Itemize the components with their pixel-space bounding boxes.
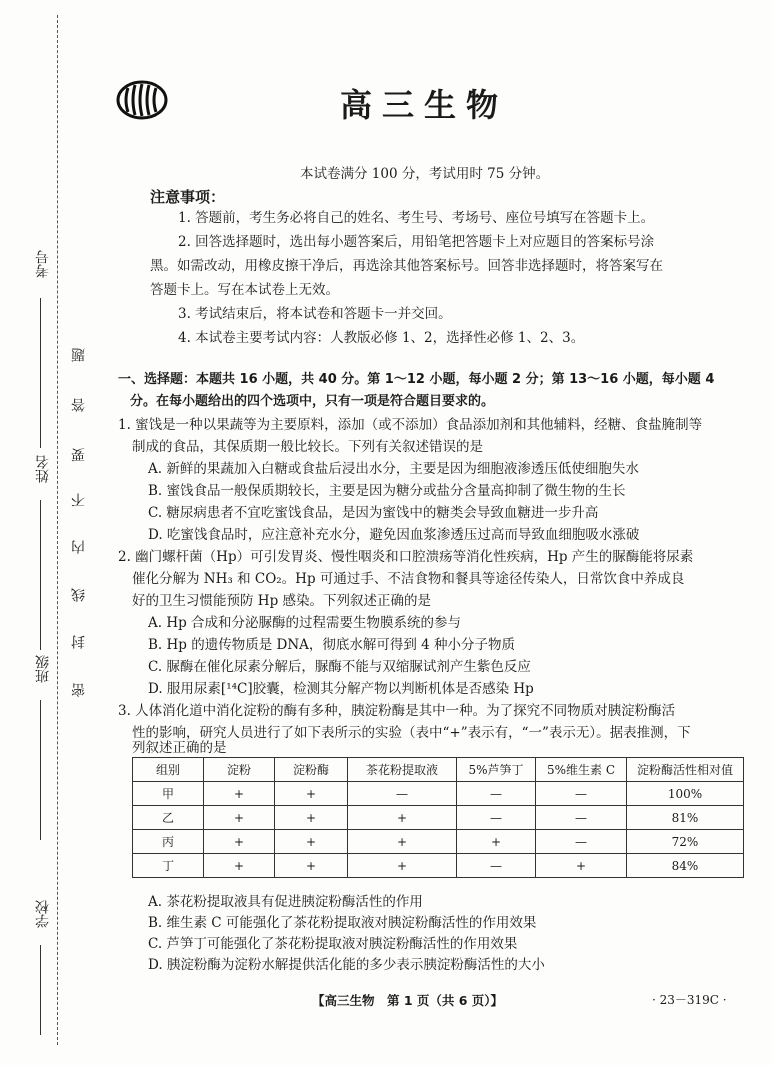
seal-char: 封 [71, 635, 87, 649]
question-2-stem-cont: 催化分解为 NH₃ 和 CO₂。Hp 可通过手、不洁食物和餐具等途径传染人，日常饮食中养成良 [132, 571, 685, 587]
page-footer: 【高三生物 第 1 页（共 6 页）】 [312, 993, 504, 1008]
question-3-stem-cont: 列叙述正确的是 [132, 740, 227, 756]
name-label: 姓名 [35, 455, 51, 483]
notice-item: 2. 回答选择题时，选出每小题答案后，用铅笔把答题卡上对应题目的答案标号涂 [178, 234, 655, 250]
table-header: 淀粉 [204, 758, 275, 782]
question-3-stem-cont: 性的影响，研究人员进行了如下表所示的实验（表中“+”表示有，“一”表示无）。据表推测，下 [132, 725, 691, 741]
table-header: 淀粉酶活性相对值 [627, 758, 744, 782]
notice-item: 1. 答题前，考生务必将自己的姓名、考生号、考场号、座位号填写在答题卡上。 [178, 210, 655, 226]
notice-item-cont: 黑。如需改动，用橡皮擦干净后，再选涂其他答案标号。回答非选择题时，将答案写在 [150, 258, 663, 274]
seal-char: 不 [71, 493, 87, 507]
school-label: 学校 [35, 900, 51, 928]
option-c: C. 糖尿病患者不宜吃蜜饯食品，是因为蜜饯中的糖类会导致血糖进一步升高 [148, 505, 599, 521]
option-c: C. 芦笋丁可能强化了茶花粉提取液对胰淀粉酶活性的作用效果 [148, 936, 518, 952]
table-cell: 84% [627, 854, 744, 878]
page-title: 高三生物 [340, 86, 509, 124]
question-2-stem-cont: 好的卫生习惯能预防 Hp 感染。下列叙述正确的是 [132, 593, 431, 609]
seal-char: 答 [71, 398, 87, 412]
name-blank [40, 500, 41, 650]
table-cell: — [536, 782, 627, 806]
option-a: A. 茶花粉提取液具有促进胰淀粉酶活性的作用 [148, 894, 423, 910]
table-cell: + [204, 806, 275, 830]
table-cell: + [204, 830, 275, 854]
option-d: D. 吃蜜饯食品时，应注意补充水分，避免因血浆渗透压过高而导致血细胞吸水涨破 [148, 527, 640, 543]
option-b: B. 维生素 C 可能强化了茶花粉提取液对胰淀粉酶活性的作用效果 [148, 915, 537, 931]
paper-code: · 23－319C · [652, 993, 727, 1007]
table-cell: — [536, 830, 627, 854]
table-cell: — [348, 782, 457, 806]
table-cell: 72% [627, 830, 744, 854]
option-a: A. Hp 合成和分泌脲酶的过程需要生物膜系统的参与 [148, 615, 462, 631]
option-c: C. 脲酶在催化尿素分解后，脲酶不能与双缩脲试剂产生紫色反应 [148, 659, 531, 675]
notice-item-cont: 答题卡上。写在本试卷上无效。 [150, 282, 339, 298]
exam-number-label: 考号 [35, 250, 51, 278]
table-cell: 乙 [133, 806, 204, 830]
table-cell: + [204, 854, 275, 878]
table-cell: + [275, 806, 348, 830]
table-cell: + [275, 782, 348, 806]
table-row [133, 782, 744, 806]
table-row [133, 806, 744, 830]
table-cell: + [348, 854, 457, 878]
table-header: 5%芦笋丁 [457, 758, 536, 782]
exam-info: 本试卷满分 100 分，考试用时 75 分钟。 [300, 166, 550, 182]
experiment-table [132, 757, 744, 878]
question-2-stem: 2. 幽门螺杆菌（Hp）可引发胃炎、慢性咽炎和口腔溃疡等消化性疾病，Hp 产生的脲酶能将尿素 [118, 549, 694, 565]
table-cell: + [204, 782, 275, 806]
option-d: D. 服用尿素[¹⁴C]胶囊，检测其分解产物以判断机体是否感染 Hp [148, 681, 534, 697]
table-cell: — [457, 854, 536, 878]
option-b: B. 蜜饯食品一般保质期较长，主要是因为糖分或盐分含量高抑制了微生物的生长 [148, 483, 626, 499]
seal-char: 内 [71, 540, 87, 554]
table-header: 组别 [133, 758, 204, 782]
option-d: D. 胰淀粉酶为淀粉水解提供活化能的多少表示胰淀粉酶活性的大小 [148, 957, 545, 973]
question-1-stem: 1. 蜜饯是一种以果蔬等为主要原料，添加（或不添加）食品添加剂和其他辅料，经糖、食盐腌制等 [118, 417, 703, 433]
seal-char: 密 [71, 683, 87, 697]
notice-heading: 注意事项： [150, 188, 226, 206]
table-cell: + [348, 806, 457, 830]
binding-dashed-line [57, 15, 58, 1045]
seal-char: 线 [71, 588, 87, 602]
exam-number-blank [40, 298, 41, 448]
option-b: B. Hp 的遗传物质是 DNA，彻底水解可得到 4 种小分子物质 [148, 637, 516, 653]
table-cell: 甲 [133, 782, 204, 806]
class-label: 班级 [35, 655, 51, 683]
table-cell: 丁 [133, 854, 204, 878]
table-cell: + [348, 830, 457, 854]
table-row [133, 830, 744, 854]
table-cell: + [275, 830, 348, 854]
table-header-row [133, 758, 744, 782]
question-3-stem: 3. 人体消化道中消化淀粉的酶有多种，胰淀粉酶是其中一种。为了探究不同物质对胰淀粉酶活 [118, 703, 676, 719]
table-cell: + [275, 854, 348, 878]
table-row [133, 854, 744, 878]
seal-char: 要 [71, 448, 87, 462]
option-a: A. 新鲜的果蔬加入白糖或食盐后浸出水分，主要是因为细胞液渗透压低使细胞失水 [148, 461, 639, 477]
table-header: 茶花粉提取液 [348, 758, 457, 782]
seal-char: 题 [71, 348, 87, 362]
question-1-stem-cont: 制成的食品，其保质期一般比较长。下列有关叙述错误的是 [132, 439, 483, 455]
table-cell: 100% [627, 782, 744, 806]
table-header: 5%维生素 C [536, 758, 627, 782]
notice-item: 3. 考试结束后，将本试卷和答题卡一并交回。 [178, 306, 452, 322]
table-cell: — [457, 782, 536, 806]
table-cell: + [536, 854, 627, 878]
table-cell: — [457, 806, 536, 830]
notice-item: 4. 本试卷主要考试内容：人教版必修 1、2，选择性必修 1、2、3。 [178, 330, 585, 346]
exam-logo-icon [116, 80, 168, 120]
table-header: 淀粉酶 [275, 758, 348, 782]
section-heading: 一、选择题：本题共 16 小题，共 40 分。第 1～12 小题，每小题 2 分；第 13～16 小题，每小题 4 [118, 372, 715, 387]
table-cell: — [536, 806, 627, 830]
table-cell: 81% [627, 806, 744, 830]
table-cell: + [457, 830, 536, 854]
table-cell: 丙 [133, 830, 204, 854]
section-heading-cont: 分。在每小题给出的四个选项中，只有一项是符合题目要求的。 [130, 394, 495, 409]
class-blank [40, 700, 41, 840]
school-blank [40, 945, 41, 1035]
